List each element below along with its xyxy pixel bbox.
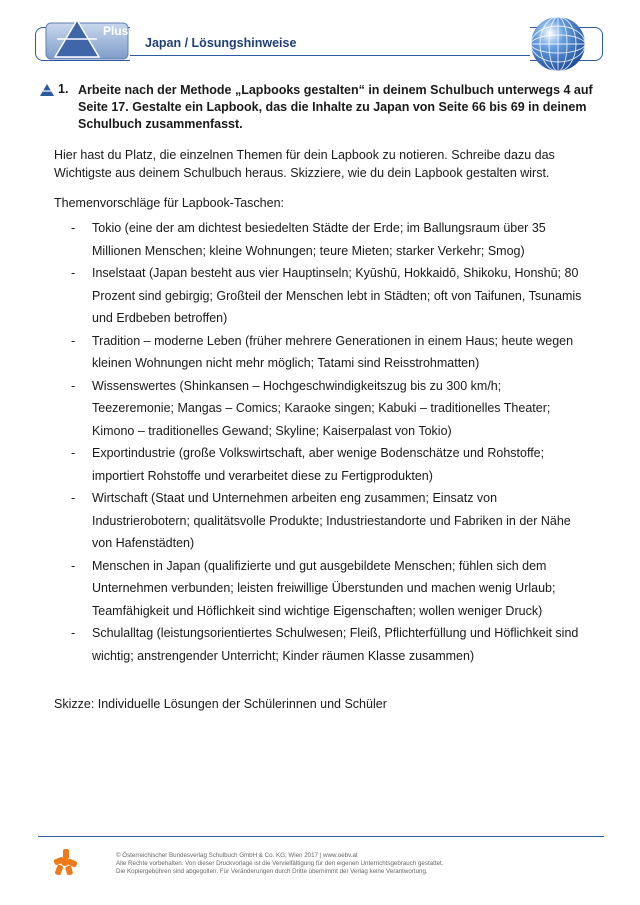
footer-divider (38, 836, 604, 837)
list-item-line: von Hafenstädten) (92, 536, 195, 550)
list-dash: - (71, 446, 76, 460)
task-line: Seite 17. Gestalte ein Lapbook, das die Inhalte zu Japan von Seite 66 bis 69 in deinem (78, 100, 587, 114)
list-item (54, 262, 614, 330)
list-dash: - (71, 626, 76, 640)
list-item-line: Unternehmen verbunden; leisten freiwillige Überstunden und machen wenig Urlaub; (92, 581, 556, 595)
list-item (54, 375, 614, 443)
list-dash: - (71, 221, 76, 235)
list-item-line: Teamfähigkeit und Höflichkeit sind wichtige Eigenschaften; wollen weniger Druck) (92, 603, 543, 618)
intro-line: Wichtigste aus deinem Schulbuch heraus. Skizziere, wie du dein Lapbook gestalten wirst. (54, 166, 550, 180)
intro-paragraph (54, 146, 614, 182)
list-item (54, 487, 614, 555)
footer-legal (116, 852, 443, 876)
list-dash: - (71, 491, 76, 505)
topics-heading: Themenvorschläge für Lapbook-Taschen: (54, 196, 284, 210)
list-item-line: Wissenswertes (Shinkansen – Hochgeschwindigkeitszug bis zu 300 km/h; (92, 378, 502, 393)
oebv-logo-icon (52, 849, 78, 875)
list-item-line: wichtig; anstrengender Unterricht; Kinder räumen Klasse zusammen) (92, 648, 475, 663)
sketch-note: Skizze: Individuelle Lösungen der Schülerinnen und Schüler (54, 697, 387, 711)
list-item-line: Tradition – moderne Leben (früher mehrere Generationen in einem Haus; heute wegen (92, 333, 574, 348)
header-underline (130, 55, 530, 56)
list-item-line: und Erdbeben betroffen) (92, 311, 228, 325)
logo-text: Plus (103, 24, 129, 38)
list-item-line: Industrierobotern; qualitätsvolle Produkte; Industriestandorte und Fabriken in der Nähe (92, 513, 571, 528)
task-instruction (78, 82, 623, 133)
task-line: Arbeite nach der Methode „Lapbooks gestalten“ in deinem Schulbuch unterwegs 4 auf (78, 83, 593, 97)
globe-icon (529, 15, 587, 73)
list-dash: - (71, 333, 76, 348)
list-item-line: Tokio (eine der am dichtest besiedelten Städte der Erde; im Ballungsraum über 35 (92, 221, 546, 235)
plus-logo-icon (45, 17, 130, 62)
list-item-line: Kimono – traditionelles Gewand; Skyline; Kaiserpalast von Tokio) (92, 423, 452, 438)
list-item-line: Teezeremonie; Mangas – Comics; Karaoke singen; Kabuki – traditionelles Theater; (92, 401, 551, 415)
list-item-line: kleinen Wohnungen nicht mehr möglich; Tatami sind Reisstrohmatten) (92, 356, 480, 370)
list-item-line: Prozent sind gebirgig; Großteil der Menschen lebt in Städten; oft von Taifunen, Tsunamis (92, 288, 582, 303)
list-item (54, 555, 614, 623)
list-item-line: Wirtschaft (Staat und Unternehmen arbeiten eng zusammen; Einsatz von (92, 491, 498, 505)
list-item (54, 217, 614, 262)
task-line: Schulbuch zusammenfasst. (78, 117, 243, 131)
list-item (54, 442, 614, 487)
footer-line: Die Kopiergebühren sind abgegolten. Für Veränderungen durch Dritte übernimmt der Verlag keine Verantwortung. (116, 868, 428, 875)
list-item-line: Millionen Menschen; kleine Wohnungen; teure Mieten; starker Verkehr; Smog) (92, 243, 525, 258)
task-triangle-icon (40, 84, 54, 96)
list-item (54, 622, 614, 667)
list-item-line: Menschen in Japan (qualifizierte und gut ausgebildete Menschen; fühlen sich dem (92, 558, 547, 573)
intro-line: Hier hast du Platz, die einzelnen Themen für dein Lapbook zu notieren. Schreibe dazu das (54, 148, 555, 162)
list-item (54, 330, 614, 375)
list-item-line: Inselstaat (Japan besteht aus vier Hauptinseln; Kyūshū, Hokkaidō, Shikoku, Honshū; 80 (92, 266, 579, 280)
list-dash: - (71, 558, 76, 573)
list-item-line: importiert Rohstoffe und verarbeitet diese zu Fertigprodukten) (92, 468, 433, 483)
list-dash: - (71, 266, 76, 280)
list-item-line: Exportindustrie (große Volkswirtschaft, aber wenige Bodenschätze und Rohstoffe; (92, 446, 545, 460)
list-dash: - (71, 378, 76, 393)
footer-line: Alle Rechte vorbehalten. Von dieser Druckvorlage ist die Vervielfältigung für den eigenen Unterrichtsgebrauch gestattet. (116, 860, 444, 867)
page-title: Japan / Lösungshinweise (145, 36, 297, 50)
task-number: 1. (58, 82, 69, 96)
footer-line: © Österreichischer Bundesverlag Schulbuch GmbH & Co. KG, Wien 2017 | www.oebv.at (116, 852, 358, 859)
list-item-line: Schulalltag (leistungsorientiertes Schulwesen; Fleiß, Pflichterfüllung und Höflichkeit sind (92, 626, 579, 640)
topics-list (54, 217, 614, 667)
